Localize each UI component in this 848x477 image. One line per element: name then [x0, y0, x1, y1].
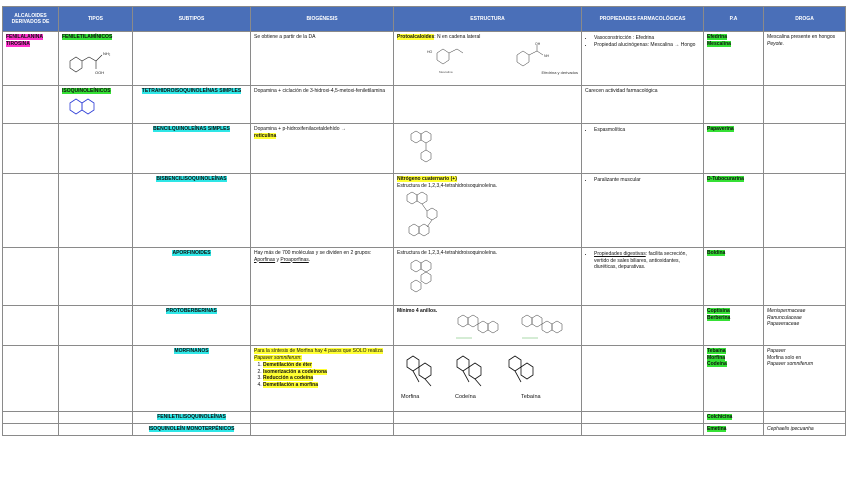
- table-row: [3, 306, 846, 346]
- origen-cell: [3, 86, 59, 124]
- estructura-cell: [394, 306, 582, 346]
- estructura-cell: [394, 32, 582, 86]
- droga-item: Menispermaceae: [767, 308, 806, 314]
- estructura-cell: [394, 424, 582, 436]
- origen-cell: [3, 412, 59, 424]
- subtipo-cell: [133, 412, 251, 424]
- props-cell: Carecen actividad farmacológica: [582, 86, 704, 124]
- pa-label: D-Tubocurarina: [707, 176, 744, 182]
- tipo-cell: [59, 306, 133, 346]
- table-row: [3, 248, 846, 306]
- subtipo-label: BENCILQUINOLEÍNAS SIMPLES: [153, 126, 230, 132]
- list-item: [263, 382, 390, 389]
- props-text: : facilita secreción, vertido de sales biliares, antioxidantes, diuréticas, depurativas.: [594, 251, 687, 270]
- pa-label: Boldina: [707, 250, 726, 256]
- estructura-label: Protoalcaloides: [397, 34, 435, 40]
- props-cell: [582, 424, 704, 436]
- list-item: • Vasoconstricción : Efedrina: [594, 35, 700, 42]
- subtipo-cell: [133, 174, 251, 248]
- droga-cell: [764, 306, 846, 346]
- pa-label: Codeína: [707, 361, 727, 367]
- biogenesis-proaporfinas: Proaporfinas: [280, 256, 309, 263]
- table-row: [3, 32, 846, 86]
- biogenesis-cell: [251, 306, 394, 346]
- biogenesis-aporfinas: Aporfinas: [254, 256, 276, 263]
- pa-label: Mescalina: [707, 40, 731, 47]
- alkaloids-table: [2, 6, 846, 436]
- step-text: Isomerización a codeinona: [263, 368, 327, 375]
- origen-cell: [3, 424, 59, 436]
- estructura-cell: [394, 412, 582, 424]
- pa-cell: [704, 346, 764, 412]
- morphinan-captions: [397, 394, 578, 401]
- props-cell: [582, 412, 704, 424]
- origen-cell: [3, 32, 59, 86]
- droga-cell: Cephaelis ipecuanha: [764, 424, 846, 436]
- tipo-cell: [59, 174, 133, 248]
- props-cell: [582, 248, 704, 306]
- table-row: [3, 412, 846, 424]
- biogenesis-text: y: [275, 256, 281, 263]
- pa-cell: [704, 174, 764, 248]
- header-subtipos: SUBTIPOS: [133, 7, 251, 32]
- estructura-cell: [394, 86, 582, 124]
- list-item: • Espasmolítica: [594, 127, 700, 134]
- subtipo-cell: [133, 124, 251, 174]
- estructura-text: Estructura de 1,2,3,4-tetrahidroisoquinoleína.: [397, 182, 498, 189]
- pa-cell: [704, 124, 764, 174]
- pa-label: Efedrina: [707, 34, 728, 40]
- svg-text:OOH: OOH: [95, 69, 105, 75]
- table-row: [3, 174, 846, 248]
- boldine-structure-image: [397, 257, 457, 297]
- tipo-cell: [59, 346, 133, 412]
- droga-item: Ranunculaceae: [767, 314, 802, 321]
- header-biogenesis: BIOGÉNESIS: [251, 7, 394, 32]
- tipo-cell: [59, 124, 133, 174]
- pa-cell: [704, 412, 764, 424]
- subtipo-label: BISBENCILISOQUINOLEÍNAS: [156, 176, 227, 182]
- biogenesis-text: Hay más de 700 moléculas y se dividen en 2 grupos:: [254, 250, 372, 256]
- origen-cell: [3, 346, 59, 412]
- structure-caption: Morfina: [401, 394, 420, 400]
- biogenesis-cell: [251, 124, 394, 174]
- structure-caption: Codeína: [455, 394, 476, 400]
- table-row: [3, 424, 846, 436]
- svg-text:HO: HO: [427, 49, 433, 54]
- pa-cell: [704, 306, 764, 346]
- droga-cell: [764, 124, 846, 174]
- header-pa: P.A: [704, 7, 764, 32]
- pa-cell: [704, 424, 764, 436]
- svg-text:NH₂: NH₂: [103, 50, 111, 56]
- props-list: [585, 35, 700, 48]
- subtipo-label: TETRAHIDROISOQUINOLEÍNAS SIMPLES: [141, 88, 242, 94]
- droga-cell: [764, 32, 846, 86]
- droga-item: Papaveraceae: [767, 321, 800, 327]
- props-list: [585, 127, 700, 134]
- pa-label: Coptisina: [707, 308, 730, 314]
- subtipo-label: APORFINOIDES: [172, 250, 211, 256]
- subtipo-cell: [133, 86, 251, 124]
- table-row: [3, 86, 846, 124]
- step-text: Demetilación de éter: [263, 362, 312, 368]
- pa-label: Morfina: [707, 354, 726, 361]
- estructura-text: Estructura de 1,2,3,4-tetrahidroisoquinoleína.: [397, 250, 498, 256]
- props-cell: [582, 124, 704, 174]
- biogenesis-cell: [251, 412, 394, 424]
- subtipo-cell: [133, 248, 251, 306]
- pa-label: Berberina: [707, 314, 731, 321]
- biogenesis-text: Dopamina + p-hidroxifenilacetaldehído →: [254, 126, 346, 132]
- droga-item: Papaver: [767, 348, 786, 354]
- subtipo-cell: [133, 32, 251, 86]
- biogenesis-cell: Se obtiene a partir de la DA: [251, 32, 394, 86]
- origen-cell: [3, 174, 59, 248]
- subtipo-label: FENILETILISOQUINOLEÍNAS: [157, 414, 226, 420]
- subtipo-label: PROTOBERBERINAS: [166, 308, 217, 314]
- origen-cell: [3, 124, 59, 174]
- biogenesis-text: .: [308, 256, 311, 263]
- tipo-cell: [59, 86, 133, 124]
- structure-caption: Tebaína: [521, 394, 541, 400]
- table-row: [3, 346, 846, 412]
- droga-cell: [764, 412, 846, 424]
- props-list: [585, 251, 700, 271]
- droga-cell: [764, 248, 846, 306]
- origen-label: FENILALANINA TIROSINA: [6, 34, 43, 47]
- pa-cell: [704, 32, 764, 86]
- props-list: [585, 177, 700, 184]
- props-cell: [582, 346, 704, 412]
- list-item: [594, 251, 700, 271]
- isoquinoline-structure-image: [62, 95, 102, 121]
- subtipo-label: ISOQUINOLEÍN MONOTERPÉNICOS: [148, 426, 235, 432]
- tipo-cell: [59, 412, 133, 424]
- pa-label: Colchicina: [707, 414, 733, 420]
- props-label: Propiedades digestivas: [594, 251, 646, 257]
- step-text: Reducción a codeína: [263, 375, 314, 381]
- biogenesis-cell: [251, 424, 394, 436]
- morphinan-structures-image: [397, 348, 547, 394]
- estructura-caption: Efedrina y derivados: [541, 69, 578, 75]
- table-row: [3, 124, 846, 174]
- estructura-cell: [394, 248, 582, 306]
- header-estructura: ESTRUCTURA: [394, 7, 582, 32]
- biogenesis-species: Papaver somniferum: [254, 354, 301, 361]
- pa-cell: [704, 248, 764, 306]
- droga-item: Morfina solo en: [767, 354, 802, 361]
- step-text: Demetilación a morfina: [263, 381, 319, 388]
- droga-cell: [764, 174, 846, 248]
- biogenesis-highlight: reticulina: [254, 132, 277, 139]
- estructura-cell: [394, 124, 582, 174]
- pa-cell: [704, 86, 764, 124]
- protoberberine-structure-image: [452, 308, 572, 342]
- header-origen: ALCALOIDES DERIVADOS DE: [3, 7, 59, 32]
- biogenesis-cell: Dopamina + ciclación de 3-hidroxi-4,5-metoxi-feniletilamina: [251, 86, 394, 124]
- props-cell: [582, 306, 704, 346]
- biogenesis-colon: :: [300, 354, 302, 361]
- steps-list: [254, 362, 390, 388]
- phenylethylamine-structure-image: [62, 41, 126, 81]
- header-propiedades: PROPIEDADES FARMACOLÓGICAS: [582, 7, 704, 32]
- tipo-cell: [59, 248, 133, 306]
- tipo-label: FENILETILAMÍNICOS: [62, 34, 113, 40]
- pa-label: Papaverina: [707, 126, 734, 132]
- tipo-cell: [59, 32, 133, 86]
- estructura-label: Nitrógeno cuaternario (+): [397, 176, 457, 182]
- biogenesis-cell: [251, 346, 394, 412]
- header-tipos: TIPOS: [59, 7, 133, 32]
- droga-item: Papaver somniferum: [767, 361, 814, 367]
- estructura-cell: [394, 174, 582, 248]
- subtipo-label: MORFINANOS: [174, 348, 209, 354]
- subtipo-cell: [133, 424, 251, 436]
- estructura-text: Mínimo 4 anillos.: [397, 308, 438, 314]
- papaverine-structure-image: [397, 126, 457, 168]
- subtipo-cell: [133, 306, 251, 346]
- props-cell: [582, 32, 704, 86]
- origen-cell: [3, 248, 59, 306]
- droga-italic: Peyote.: [767, 40, 784, 47]
- pa-label: Emetina: [707, 426, 727, 432]
- estructura-cell: [394, 346, 582, 412]
- svg-text:Mescalina: Mescalina: [439, 69, 453, 74]
- tipo-label: ISOQUINOLEÍNICOS: [62, 88, 111, 94]
- pa-label: Tebaína: [707, 348, 726, 354]
- biogenesis-intro: Para la síntesis de Morfina hay 4 pasos que SOLO realiza: [254, 348, 383, 354]
- droga-cell: [764, 86, 846, 124]
- header-droga: DROGA: [764, 7, 846, 32]
- svg-text:NH: NH: [544, 53, 550, 58]
- droga-text: Mescalina presente en hongos: [767, 34, 836, 40]
- header-row: [3, 7, 846, 32]
- estructura-text: : N en cadena lateral: [434, 34, 481, 40]
- props-cell: [582, 174, 704, 248]
- svg-text:OH: OH: [535, 41, 541, 46]
- biogenesis-cell: [251, 248, 394, 306]
- origen-cell: [3, 306, 59, 346]
- tipo-cell: [59, 424, 133, 436]
- droga-cell: [764, 346, 846, 412]
- biogenesis-cell: [251, 174, 394, 248]
- list-item: • Paralizante muscular: [594, 177, 700, 184]
- tubocurarine-structure-image: [397, 189, 467, 241]
- subtipo-cell: [133, 346, 251, 412]
- list-item: • Propiedad alucinógenas: Mescalina → Hongo: [594, 42, 700, 49]
